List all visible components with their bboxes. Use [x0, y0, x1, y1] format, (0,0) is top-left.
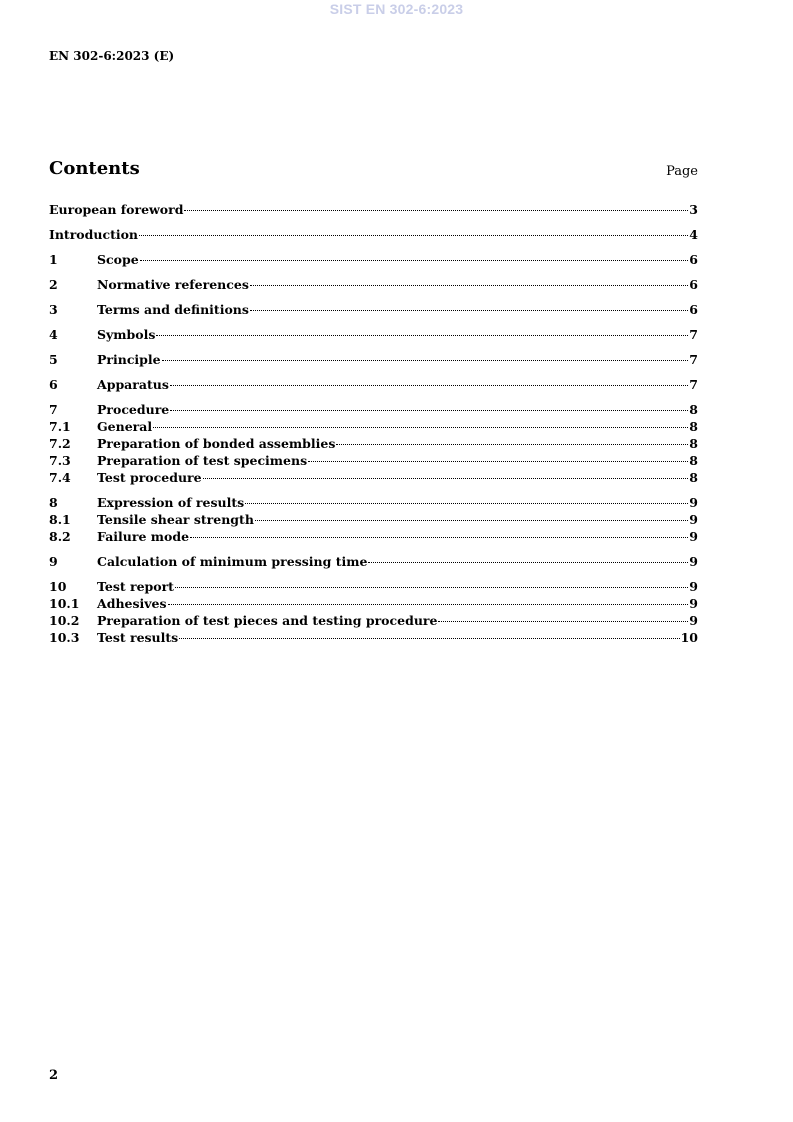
toc-leader-dots: [250, 310, 688, 311]
toc-entry-title: Symbols: [97, 327, 156, 342]
toc-entry-number: 10.3: [49, 630, 80, 645]
toc-entry-1[interactable]: [49, 251, 698, 268]
toc-leader-dots: [162, 360, 689, 361]
toc-leader-dots: [368, 562, 688, 563]
toc-entry-title: Failure mode: [97, 529, 190, 544]
toc-entry-title: Calculation of minimum pressing time: [97, 554, 368, 569]
toc-entry-number: 10.2: [49, 613, 80, 628]
toc-entry-title: Terms and definitions: [97, 302, 249, 317]
toc-entry-number: 2: [49, 277, 58, 292]
toc-entry-number: 10: [49, 579, 67, 594]
toc-entry-page: 4: [689, 227, 698, 242]
toc-entry-page: 9: [689, 554, 698, 569]
toc-entry-page: 8: [689, 419, 698, 434]
page-column-label: Page: [666, 164, 698, 179]
toc-entry-7-1[interactable]: [49, 418, 698, 435]
toc-entry-10-2[interactable]: [49, 612, 698, 629]
toc-entry-title: Preparation of test specimens: [97, 453, 308, 468]
toc-entry-number: 5: [49, 352, 58, 367]
table-of-contents: [49, 201, 698, 646]
toc-leader-dots: [170, 410, 688, 411]
toc-entry-7[interactable]: [49, 401, 698, 418]
toc-leader-dots: [179, 638, 679, 639]
toc-entry-title: Test report: [97, 579, 174, 594]
toc-entry-8-1[interactable]: [49, 511, 698, 528]
toc-entry-page: 10: [680, 630, 698, 645]
toc-entry-5[interactable]: [49, 351, 698, 368]
toc-leader-dots: [140, 260, 689, 261]
toc-entry-page: 9: [689, 512, 698, 527]
toc-leader-dots: [168, 604, 689, 605]
toc-entry-page: 8: [689, 453, 698, 468]
toc-leader-dots: [184, 210, 688, 211]
contents-heading: Contents: [49, 158, 140, 179]
toc-leader-dots: [203, 478, 689, 479]
toc-entry-title: Adhesives: [97, 596, 167, 611]
toc-entry-3[interactable]: [49, 301, 698, 318]
toc-leader-dots: [255, 520, 688, 521]
toc-entry-number: 9: [49, 554, 58, 569]
toc-entry-page: 8: [689, 402, 698, 417]
toc-entry-10-3[interactable]: [49, 629, 698, 646]
toc-entry-number: 7: [49, 402, 58, 417]
toc-entry-title: Tensile shear strength: [97, 512, 254, 527]
toc-entry-number: 8.2: [49, 529, 71, 544]
toc-entry-page: 6: [689, 302, 698, 317]
toc-entry-number: 1: [49, 252, 58, 267]
toc-entry-7-2[interactable]: [49, 435, 698, 452]
toc-entry-title: Apparatus: [97, 377, 169, 392]
toc-entry-page: 9: [689, 495, 698, 510]
toc-entry-introduction[interactable]: [49, 226, 698, 243]
toc-entry-number: 8: [49, 495, 58, 510]
toc-entry-page: 6: [689, 252, 698, 267]
toc-entry-page: 6: [689, 277, 698, 292]
toc-entry-page: 3: [689, 202, 698, 217]
toc-leader-dots: [308, 461, 688, 462]
toc-entry-10[interactable]: [49, 578, 698, 595]
toc-entry-9[interactable]: [49, 553, 698, 570]
toc-entry-number: 6: [49, 377, 58, 392]
toc-entry-title: Scope: [97, 252, 139, 267]
toc-entry-page: 9: [689, 579, 698, 594]
toc-entry-number: 7.3: [49, 453, 71, 468]
toc-entry-page: 9: [689, 596, 698, 611]
toc-entry-7-4[interactable]: [49, 469, 698, 486]
toc-entry-8-2[interactable]: [49, 528, 698, 545]
toc-entry-title: European foreword: [49, 202, 184, 217]
toc-entry-page: 9: [689, 613, 698, 628]
document-id: EN 302-6:2023 (E): [49, 49, 175, 63]
toc-leader-dots: [175, 587, 688, 588]
toc-entry-title: Normative references: [97, 277, 249, 292]
toc-leader-dots: [438, 621, 688, 622]
toc-entry-title: General: [97, 419, 153, 434]
toc-entry-8[interactable]: [49, 494, 698, 511]
toc-entry-number: 10.1: [49, 596, 80, 611]
toc-entry-7-3[interactable]: [49, 452, 698, 469]
toc-entry-title: Test procedure: [97, 470, 202, 485]
toc-entry-number: 4: [49, 327, 58, 342]
toc-leader-dots: [153, 427, 688, 428]
toc-entry-title: Procedure: [97, 402, 170, 417]
toc-leader-dots: [156, 335, 688, 336]
toc-entry-6[interactable]: [49, 376, 698, 393]
toc-entry-10-1[interactable]: [49, 595, 698, 612]
toc-entry-page: 9: [689, 529, 698, 544]
toc-entry-number: 7.4: [49, 470, 71, 485]
toc-entry-title: Test results: [97, 630, 179, 645]
toc-entry-title: Principle: [97, 352, 161, 367]
toc-entry-title: Introduction: [49, 227, 139, 242]
toc-entry-page: 7: [689, 377, 698, 392]
watermark: SIST EN 302-6:2023: [329, 1, 464, 17]
toc-leader-dots: [336, 444, 688, 445]
toc-entry-title: Preparation of test pieces and testing procedure: [97, 613, 438, 628]
toc-leader-dots: [170, 385, 688, 386]
toc-entry-page: 8: [689, 470, 698, 485]
toc-entry-2[interactable]: [49, 276, 698, 293]
toc-entry-title: Expression of results: [97, 495, 245, 510]
toc-entry-title: Preparation of bonded assemblies: [97, 436, 336, 451]
toc-entry-number: 7.1: [49, 419, 71, 434]
toc-entry-page: 7: [689, 327, 698, 342]
toc-entry-number: 3: [49, 302, 58, 317]
toc-leader-dots: [139, 235, 688, 236]
toc-leader-dots: [190, 537, 688, 538]
toc-leader-dots: [245, 503, 688, 504]
page-number: 2: [49, 1068, 59, 1083]
toc-entry-european-foreword[interactable]: [49, 201, 698, 218]
toc-entry-number: 7.2: [49, 436, 71, 451]
toc-entry-number: 8.1: [49, 512, 71, 527]
toc-entry-page: 7: [689, 352, 698, 367]
toc-entry-page: 8: [689, 436, 698, 451]
toc-entry-4[interactable]: [49, 326, 698, 343]
toc-leader-dots: [250, 285, 688, 286]
